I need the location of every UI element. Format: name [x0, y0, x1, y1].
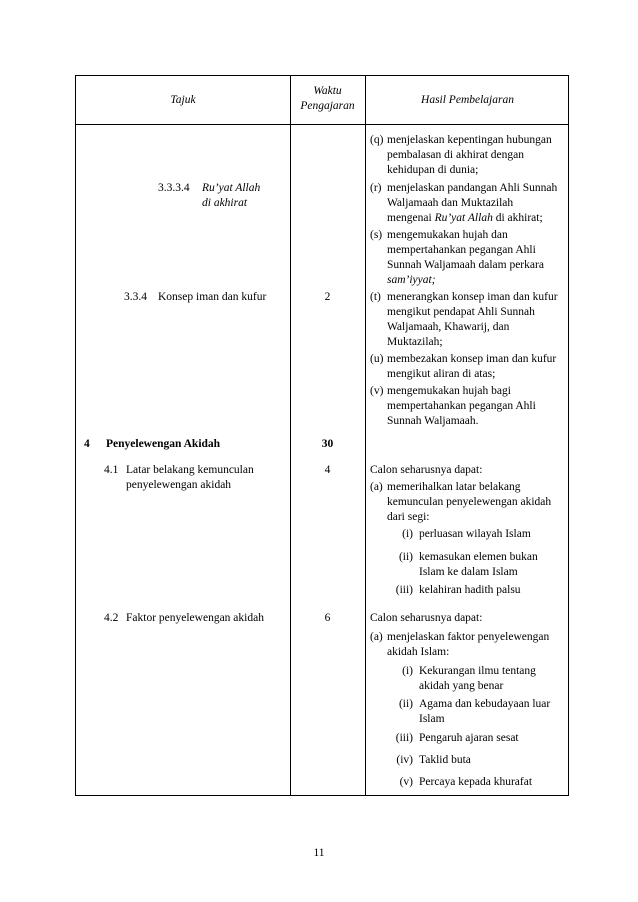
outcome-item: (a) menjelaskan faktor penyelewengan akidah Islam: — [370, 631, 550, 658]
topic-title: Penyelewengan Akidah — [106, 438, 221, 450]
sub-item: (i) Kekurangan ilmu tentang akidah yang benar — [402, 665, 536, 692]
header-hasil: Hasil Pembelajaran — [421, 94, 514, 106]
sub-item: (iii) kelahiran hadith palsu — [395, 584, 521, 596]
sub-item: (ii) kemasukan elemen bukan Islam ke dalam Islam — [398, 551, 538, 578]
outcome-item: (v) mengemukakan hujah bagi mempertahankan pegangan Ahli Sunnah Waljamaah. — [370, 385, 536, 427]
page-number: 11 — [313, 847, 325, 859]
column-divider — [365, 76, 366, 795]
outcome-item: (a) memerihalkan latar belakang kemunculan penyelewengan akidah dari segi: — [370, 481, 552, 523]
topic-title: Faktor penyelewengan akidah — [126, 612, 264, 624]
topic-title: Konsep iman dan kufur — [158, 291, 267, 303]
outcome-item: (r) menjelaskan pandangan Ahli Sunnah Waljamaah dan Muktazilah mengenai Ru’yat Allah di akhirat; — [370, 182, 558, 224]
sub-item: (iv) Taklid buta — [396, 754, 471, 766]
sub-item: (ii) Agama dan kebudayaan luar Islam — [398, 698, 551, 725]
teaching-time: 6 — [324, 612, 331, 624]
topic-number: 3.3.3.4 — [158, 182, 190, 194]
sub-item: (v) Percaya kepada khurafat — [399, 776, 533, 788]
teaching-time: 4 — [324, 464, 331, 476]
outcome-intro: Calon seharusnya dapat: — [370, 464, 483, 476]
syllabus-table — [75, 75, 569, 796]
outcome-item: (t) menerangkan konsep iman dan kufur mengikut pendapat Ahli Sunnah Waljamaah, Khawarij, dan Muktazilah; — [370, 291, 558, 348]
header-divider — [76, 124, 568, 125]
topic-title: Latar belakang kemunculan penyelewengan akidah — [126, 464, 254, 491]
header-tajuk: Tajuk — [170, 94, 196, 106]
outcome-item: (u) membezakan konsep iman dan kufur mengikut aliran di atas; — [370, 353, 557, 380]
sub-item: (i) perluasan wilayah Islam — [402, 528, 531, 540]
column-divider — [290, 76, 291, 795]
topic-number: 4 — [84, 438, 90, 450]
topic-number: 3.3.4 — [124, 291, 147, 303]
outcome-intro: Calon seharusnya dapat: — [370, 612, 483, 624]
sub-item: (iii) Pengaruh ajaran sesat — [395, 732, 519, 744]
topic-number: 4.1 — [104, 464, 119, 476]
topic-number: 4.2 — [104, 612, 119, 624]
teaching-time: 2 — [324, 291, 331, 303]
header-waktu: Waktu Pengajaran — [300, 85, 355, 112]
outcome-item: (s) mengemukakan hujah dan mempertahankan pegangan Ahli Sunnah Waljamaah dalam perkara sam’iyyat; — [370, 229, 544, 286]
teaching-time: 30 — [321, 438, 334, 450]
outcome-item: (q) menjelaskan kepentingan hubungan pembalasan di akhirat dengan kehidupan di dunia; — [370, 134, 552, 176]
topic-title: Ru’yat Allah di akhirat — [202, 182, 261, 209]
